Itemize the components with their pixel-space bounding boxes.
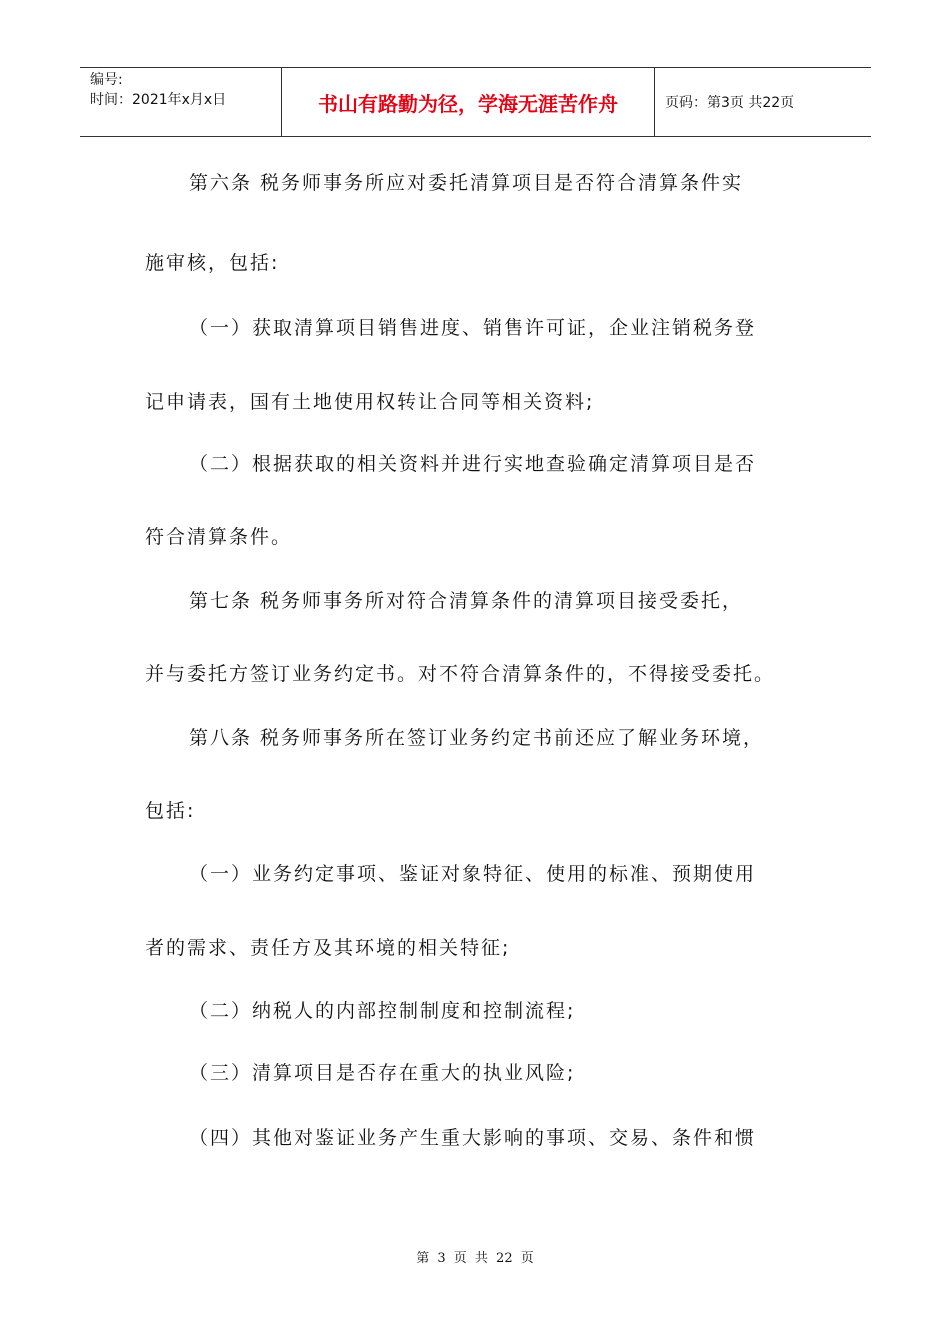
body-line: （四）其他对鉴证业务产生重大影响的事项、交易、条件和惯 [189, 1127, 757, 1149]
body-line: 记申请表，国有土地使用权转让合同等相关资料; [145, 391, 595, 413]
body-line: 并与委托方签订业务约定书。对不符合清算条件的，不得接受委托。 [145, 663, 776, 685]
page-footer: 第 3 页 共 22 页 [416, 1251, 534, 1266]
body-line: 第六条 税务师事务所应对委托清算项目是否符合清算条件实 [189, 172, 744, 194]
page-header [80, 67, 871, 137]
body-line: （一）获取清算项目销售进度、销售许可证，企业注销税务登 [189, 317, 757, 339]
body-line: （二）纳税人的内部控制制度和控制流程; [189, 1000, 576, 1022]
body-line: 第七条 税务师事务所对符合清算条件的清算项目接受委托， [189, 590, 744, 612]
header-meta [90, 70, 280, 110]
body-line: 者的需求、责任方及其环境的相关特征; [145, 937, 511, 959]
body-line: 包括: [145, 800, 196, 822]
body-line: 第八条 税务师事务所在签订业务约定书前还应了解业务环境， [189, 727, 765, 749]
document-number-label: 编号: [90, 72, 123, 88]
body-line: （一）业务约定事项、鉴证对象特征、使用的标准、预期使用 [189, 863, 757, 885]
header-motto: 书山有路勤为径，学海无涯苦作舟 [318, 91, 618, 116]
body-line: 符合清算条件。 [145, 526, 293, 548]
header-divider-right [654, 68, 655, 136]
body-line: 施审核，包括: [145, 252, 280, 274]
header-page-info: 页码：第3页 共22页 [665, 95, 795, 111]
body-line: （三）清算项目是否存在重大的执业风险; [189, 1062, 576, 1084]
body-line: （二）根据获取的相关资料并进行实地查验确定清算项目是否 [189, 453, 757, 475]
document-time-label: 时间：2021年x月x日 [90, 92, 227, 108]
